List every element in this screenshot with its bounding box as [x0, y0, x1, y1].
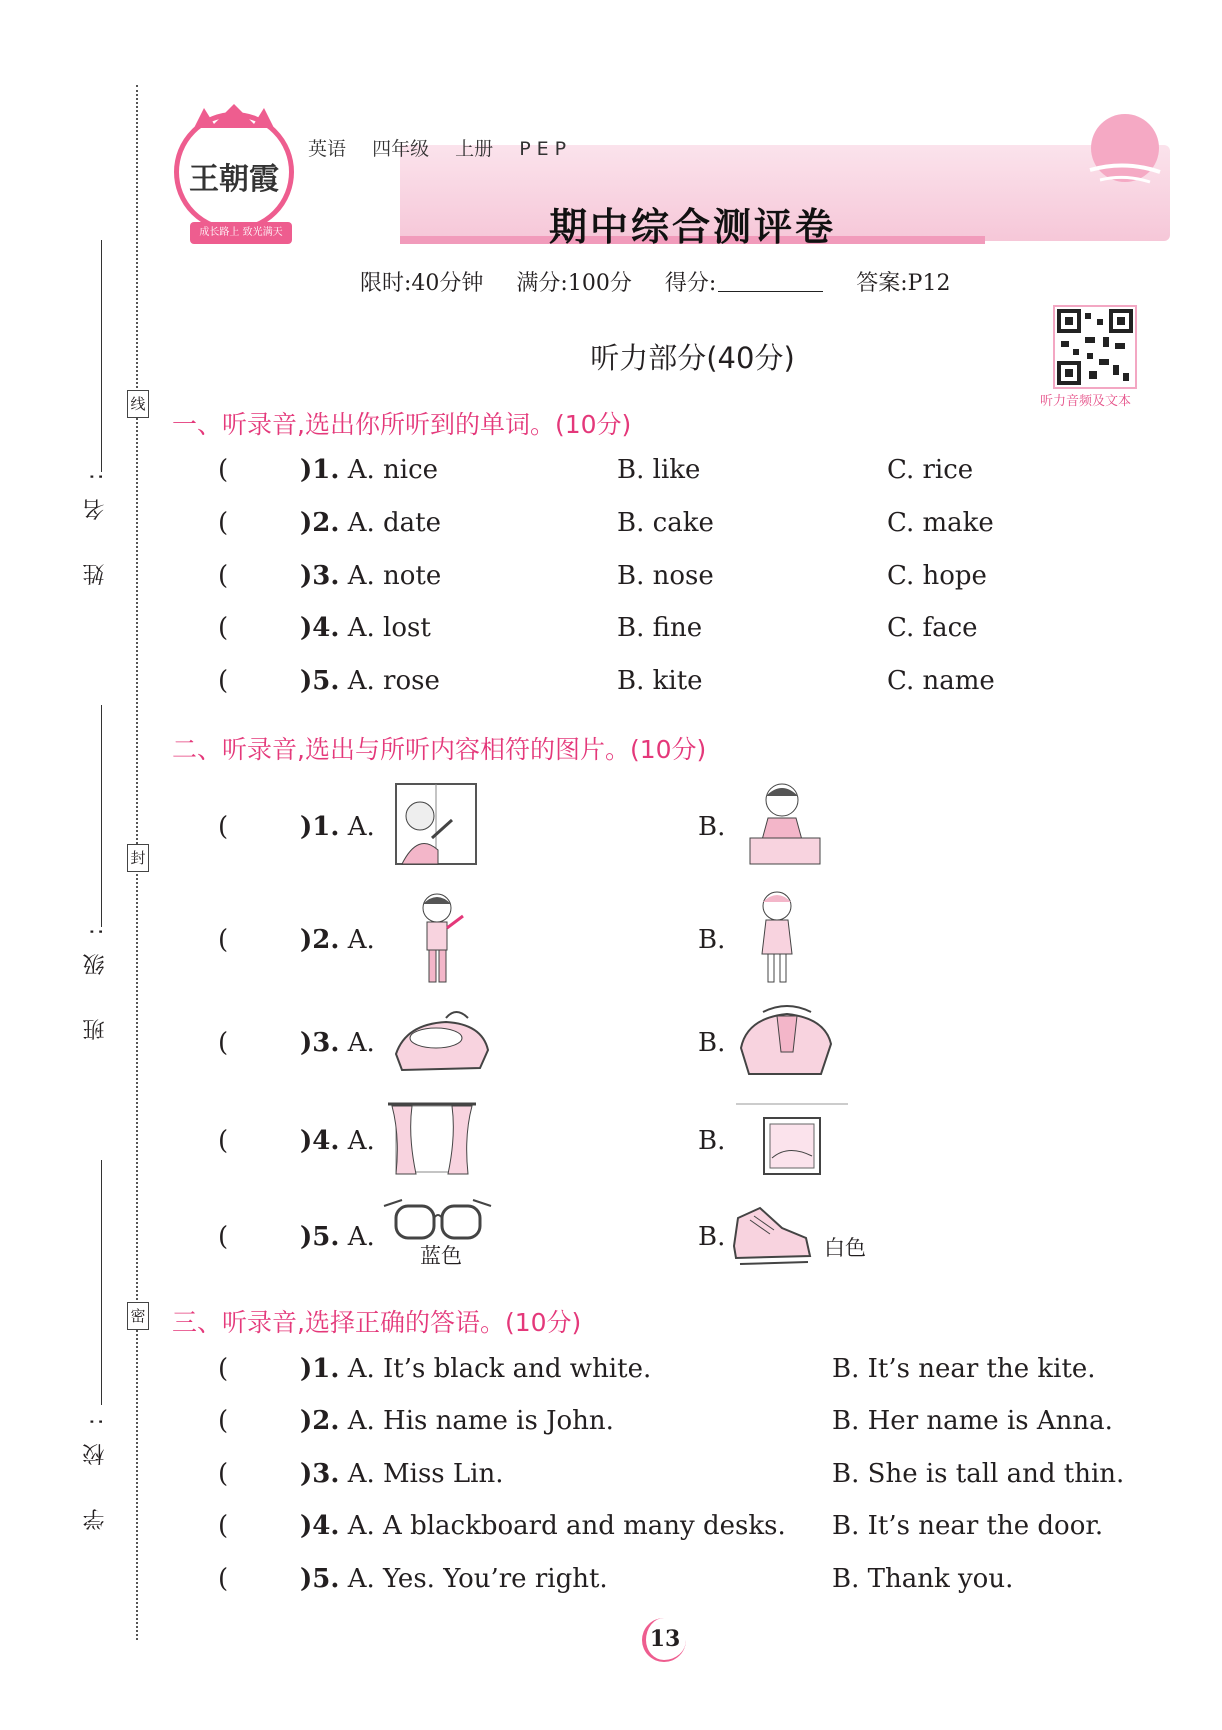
option-a: A. rose: [347, 666, 440, 696]
s3q5: [300, 1564, 608, 1594]
girl-cleaning-desk-icon[interactable]: [740, 778, 826, 870]
name-label: 姓 名:: [83, 455, 108, 586]
question-number: )4.: [300, 613, 340, 643]
s3q4: [300, 1511, 786, 1541]
listening-section-title: 听力部分(40分): [590, 341, 795, 375]
open-schoolbag-icon[interactable]: [386, 1004, 496, 1076]
option-a: A. A blackboard and many desks.: [347, 1511, 786, 1541]
boy-cleaning-window-icon[interactable]: [392, 780, 482, 870]
s3q1-bracket[interactable]: (: [218, 1354, 229, 1384]
s1q3-option-b: B. nose: [617, 561, 714, 591]
option-a: A. Yes. You’re right.: [347, 1564, 608, 1594]
s1q4: [300, 613, 431, 643]
binding-tag-line: 线: [127, 390, 149, 418]
question-number: )3.: [300, 1028, 340, 1058]
s1q5-option-b: B. kite: [617, 666, 703, 696]
white-label: 白色: [824, 1236, 866, 1260]
section3-title: 三、听录音,选择正确的答语。(10分): [172, 1308, 582, 1337]
s1q3-option-c: C. hope: [887, 561, 987, 591]
question-number: )5.: [300, 1222, 340, 1252]
shoes-icon[interactable]: [730, 1198, 816, 1270]
s1q2-option-c: C. make: [887, 508, 994, 538]
curtains-icon[interactable]: [382, 1096, 482, 1180]
option-a: A.: [347, 812, 375, 842]
score-label: 得分:: [664, 271, 717, 296]
s1q4-option-c: C. face: [887, 613, 978, 643]
school-label: 学 校:: [83, 1400, 108, 1531]
logo-ribbon: 成长路上 致光满天: [190, 222, 292, 244]
s2q2: [300, 925, 375, 955]
question-number: )2.: [300, 508, 340, 538]
s3q2-bracket[interactable]: (: [218, 1406, 229, 1436]
s2q4-option-b: B.: [698, 1126, 726, 1156]
boy-standing-icon[interactable]: [405, 890, 475, 990]
s1q1-option-b: B. like: [617, 455, 701, 485]
schoolbag-icon[interactable]: [733, 1004, 839, 1080]
s2q5: [300, 1222, 375, 1252]
option-a: A.: [347, 1126, 375, 1156]
s1q3-bracket[interactable]: (: [218, 561, 229, 591]
s2q2-bracket[interactable]: (: [218, 925, 229, 955]
score-field: [665, 271, 823, 296]
s3q1-option-b: B. It’s near the kite.: [832, 1354, 1096, 1384]
option-a: A. nice: [347, 455, 439, 485]
s3q2: [300, 1406, 614, 1436]
s3q3-option-b: B. She is tall and thin.: [832, 1459, 1125, 1489]
section2-title: 二、听录音,选出与所听内容相符的图片。(10分): [172, 735, 707, 764]
s2q5-bracket[interactable]: (: [218, 1222, 229, 1252]
s3q4-bracket[interactable]: (: [218, 1511, 229, 1541]
option-a: A. His name is John.: [347, 1406, 614, 1436]
s2q5-option-b: B.: [698, 1222, 726, 1252]
sunset-icon: [1080, 100, 1170, 190]
s1q4-option-b: B. fine: [617, 613, 703, 643]
question-number: )2.: [300, 1406, 340, 1436]
s3q5-option-b: B. Thank you.: [832, 1564, 1014, 1594]
option-a: A. lost: [347, 613, 431, 643]
qr-code-icon[interactable]: [1053, 305, 1137, 389]
s1q5-option-c: C. name: [887, 666, 995, 696]
s2q1-bracket[interactable]: (: [218, 812, 229, 842]
option-a: A. date: [347, 508, 442, 538]
crown-icon: [184, 102, 284, 132]
s1q3: [300, 561, 441, 591]
name-blank-line[interactable]: [101, 240, 102, 472]
blue-label: 蓝色: [420, 1244, 462, 1268]
question-number: )3.: [300, 561, 340, 591]
question-number: )1.: [300, 1354, 340, 1384]
school-blank-line[interactable]: [101, 1160, 102, 1405]
class-label: 班 级:: [83, 910, 108, 1041]
exam-info: [360, 266, 976, 297]
subject-grade: 四年级: [372, 138, 430, 160]
subject-volume: 上册: [455, 138, 494, 160]
question-number: )2.: [300, 925, 340, 955]
s3q3: [300, 1459, 504, 1489]
binding-tag-seal: 封: [127, 844, 149, 872]
subject-english: 英语: [308, 138, 347, 160]
question-number: )1.: [300, 812, 340, 842]
s1q5: [300, 666, 440, 696]
page-title: 期中综合测评卷: [548, 205, 836, 249]
s1q1: [300, 455, 438, 485]
question-number: )5.: [300, 666, 340, 696]
s2q2-option-b: B.: [698, 925, 726, 955]
class-blank-line[interactable]: [101, 705, 102, 927]
question-number: )4.: [300, 1511, 340, 1541]
option-a: A.: [347, 925, 375, 955]
option-a: A. note: [347, 561, 442, 591]
s1q2-bracket[interactable]: (: [218, 508, 229, 538]
s3q3-bracket[interactable]: (: [218, 1459, 229, 1489]
qr-caption: 听力音频及文本: [1040, 394, 1132, 409]
question-number: )3.: [300, 1459, 340, 1489]
s3q2-option-b: B. Her name is Anna.: [832, 1406, 1113, 1436]
option-a: A. It’s black and white.: [347, 1354, 652, 1384]
subject-line: [308, 134, 592, 161]
option-a: A. Miss Lin.: [347, 1459, 504, 1489]
logo-text: 王朝霞: [189, 162, 279, 197]
time-limit: 限时:40分钟: [360, 271, 484, 296]
picture-frame-icon[interactable]: [732, 1098, 852, 1178]
s3q5-bracket[interactable]: (: [218, 1564, 229, 1594]
question-number: )1.: [300, 455, 340, 485]
option-a: A.: [347, 1222, 375, 1252]
section1-title: 一、听录音,选出你所听到的单词。(10分): [172, 410, 632, 439]
question-number: )4.: [300, 1126, 340, 1156]
s3q4-option-b: B. It’s near the door.: [832, 1511, 1104, 1541]
s2q3-bracket[interactable]: (: [218, 1028, 229, 1058]
s2q1: [300, 812, 375, 842]
s2q3: [300, 1028, 375, 1058]
s2q4: [300, 1126, 375, 1156]
option-a: A.: [347, 1028, 375, 1058]
full-score: 满分:100分: [516, 271, 632, 296]
score-blank[interactable]: [718, 271, 823, 292]
s1q2: [300, 508, 441, 538]
subject-edition: PEP: [519, 138, 573, 160]
girl-standing-icon[interactable]: [752, 888, 802, 990]
answer-ref: 答案:P12: [856, 271, 951, 296]
page-number: 13: [649, 1626, 681, 1652]
question-number: )5.: [300, 1564, 340, 1594]
s2q3-option-b: B.: [698, 1028, 726, 1058]
s1q2-option-b: B. cake: [617, 508, 714, 538]
s1q4-bracket[interactable]: (: [218, 613, 229, 643]
s2q1-option-b: B.: [698, 812, 726, 842]
binding-tag-secret: 密: [127, 1302, 149, 1330]
s3q1: [300, 1354, 651, 1384]
s1q1-bracket[interactable]: (: [218, 455, 229, 485]
s1q5-bracket[interactable]: (: [218, 666, 229, 696]
s1q1-option-c: C. rice: [887, 455, 974, 485]
s2q4-bracket[interactable]: (: [218, 1126, 229, 1156]
